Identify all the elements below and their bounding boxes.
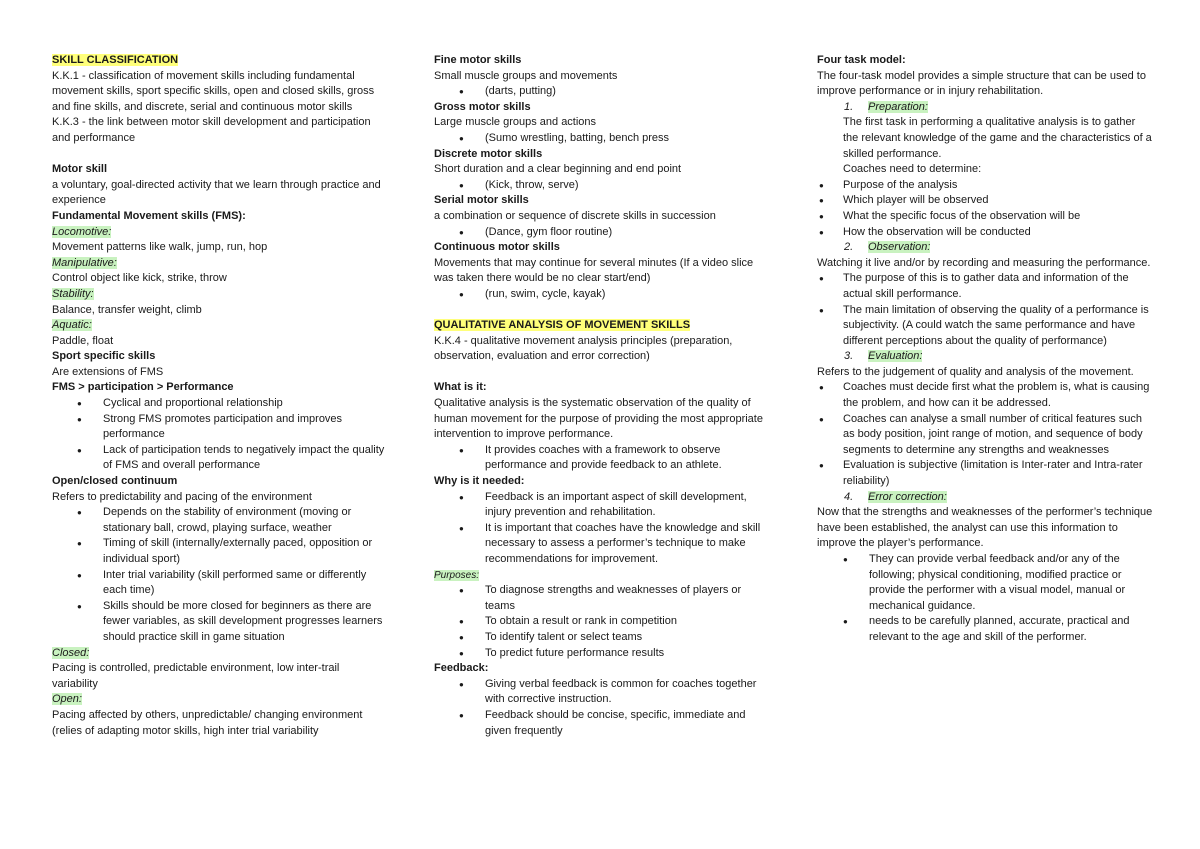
list-item: ● Coaches can analyse a small number of critical features such as body position, joint range of motion, and sequence of body segments to determine any strengths and weaknesses bbox=[817, 412, 1153, 459]
list-item: ● (Dance, gym floor routine) bbox=[434, 225, 774, 241]
list-item: ● How the observation will be conducted bbox=[817, 225, 1153, 241]
sport-specific-heading: Sport specific skills bbox=[52, 350, 156, 363]
list-item: ● Coaches must decide first what the problem is, what is causing the problem, and how can it be addressed. bbox=[817, 380, 1153, 411]
fine-motor-text: Small muscle groups and movements bbox=[434, 69, 618, 82]
step-observation: 2. Observation: bbox=[844, 241, 931, 254]
list-item: ● Skills should be more closed for beginners as there are fewer variables, as skill development progresses learners should practice skill in game situation bbox=[52, 599, 388, 646]
open-closed-heading: Open/closed continuum bbox=[52, 475, 178, 488]
feedback-heading: Feedback: bbox=[434, 662, 489, 675]
continuous-motor-heading: Continuous motor skills bbox=[434, 241, 560, 254]
list-item: ● (Kick, throw, serve) bbox=[434, 178, 774, 194]
preparation-text: The first task in performing a qualitative analysis is to gather the relevant knowledge of the game and the characteristics of a skilled performance. bbox=[843, 116, 1152, 160]
open-label: Open: bbox=[52, 693, 82, 706]
gross-motor-heading: Gross motor skills bbox=[434, 100, 531, 113]
purposes-label: Purposes: bbox=[434, 569, 480, 581]
evaluation-text: Refers to the judgement of quality and analysis of the movement. bbox=[817, 365, 1134, 378]
kk3-text: K.K.3 - the link between motor skill development and participation and performance bbox=[52, 116, 371, 144]
list-item: ● The purpose of this is to gather data and information of the actual skill performance. bbox=[817, 271, 1153, 302]
fms-chain-heading: FMS > participation > Performance bbox=[52, 381, 234, 394]
list-item: ● It is important that coaches have the knowledge and skill necessary to assess a performer’s technique to make recommendations for improvement. bbox=[434, 521, 774, 568]
list-item: ● Strong FMS promotes participation and improves performance bbox=[52, 412, 388, 443]
closed-text: Pacing is controlled, predictable environment, low inter-trail variability bbox=[52, 662, 340, 690]
serial-motor-heading: Serial motor skills bbox=[434, 194, 529, 207]
discrete-motor-heading: Discrete motor skills bbox=[434, 147, 543, 160]
list-item: ● Purpose of the analysis bbox=[817, 178, 1153, 194]
list-item: ● Lack of participation tends to negatively impact the quality of FMS and overall performance bbox=[52, 443, 388, 474]
step-evaluation: 3. Evaluation: bbox=[844, 350, 923, 363]
discrete-motor-text: Short duration and a clear beginning and end point bbox=[434, 163, 682, 176]
preparation-label: Preparation: bbox=[868, 100, 928, 113]
list-item: ● Giving verbal feedback is common for coaches together with corrective instruction. bbox=[434, 677, 774, 708]
four-task-model-heading: Four task model: bbox=[817, 54, 906, 66]
list-item: ● It provides coaches with a framework to observe performance and provide feedback to an athlete. bbox=[434, 443, 774, 474]
motor-skill-definition: a voluntary, goal-directed activity that we learn through practice and experience bbox=[52, 178, 381, 207]
error-correction-label: Error correction: bbox=[868, 490, 947, 503]
sport-specific-text: Are extensions of FMS bbox=[52, 365, 164, 378]
manipulative-text: Control object like kick, strike, throw bbox=[52, 272, 227, 285]
list-item: ● Feedback should be concise, specific, immediate and given frequently bbox=[434, 708, 774, 739]
list-item: ● Depends on the stability of environment (moving or stationary ball, crowd, playing surface, weather bbox=[52, 505, 388, 536]
fine-motor-heading: Fine motor skills bbox=[434, 54, 522, 66]
list-item: ● needs to be carefully planned, accurate, practical and relevant to the age and skill of the performer. bbox=[817, 614, 1153, 645]
step-preparation: 1. Preparation: bbox=[844, 100, 928, 113]
list-item: ● (darts, putting) bbox=[434, 84, 774, 100]
motor-skill-heading: Motor skill bbox=[52, 163, 108, 176]
column-motor-skills-analysis bbox=[434, 53, 774, 739]
what-is-it-text: Qualitative analysis is the systematic observation of the quality of human movement for the purpose of providing the most appropriate intervention to improve performance. bbox=[434, 397, 763, 441]
fms-heading: Fundamental Movement skills (FMS): bbox=[52, 209, 246, 222]
why-needed-heading: Why is it needed: bbox=[434, 475, 525, 488]
column-four-task-model bbox=[817, 53, 1153, 646]
list-item: ● Which player will be observed bbox=[817, 193, 1153, 209]
list-item: ● Inter trial variability (skill performed same or differently each time) bbox=[52, 568, 388, 599]
list-item: ● To diagnose strengths and weaknesses of players or teams bbox=[434, 583, 774, 614]
list-item: ● To identify talent or select teams bbox=[434, 630, 774, 646]
observation-label: Observation: bbox=[868, 241, 931, 254]
list-item: ● They can provide verbal feedback and/or any of the following; physical conditioning, modified practice or provide the performer with a visual model, manual or mechanical guidance. bbox=[817, 552, 1153, 614]
error-correction-text: Now that the strengths and weaknesses of the performer’s technique have been established, the analyst can use this information to improve the player’s performance. bbox=[817, 506, 1153, 550]
list-item: ● Cyclical and proportional relationship bbox=[52, 396, 388, 412]
list-item: ● (run, swim, cycle, kayak) bbox=[434, 287, 774, 303]
closed-label: Closed: bbox=[52, 646, 90, 659]
four-task-model-text: The four-task model provides a simple structure that can be used to improve performance or in injury rehabilitation. bbox=[817, 69, 1146, 98]
list-item: ● The main limitation of observing the quality of a performance is subjectivity. (A could watch the same performance and have different perceptions about the quality of performance) bbox=[817, 303, 1153, 350]
observation-text: Watching it live and/or by recording and measuring the performance. bbox=[817, 256, 1151, 269]
kk1-text: K.K.1 - classification of movement skills including fundamental movement skills, sport specific skills, open and closed skills, gross and fine skills, and discrete, serial and continuous motor skills bbox=[52, 69, 375, 113]
what-is-it-heading: What is it: bbox=[434, 381, 487, 394]
list-item: ● Evaluation is subjective (limitation is Inter-rater and Intra-rater reliability) bbox=[817, 458, 1153, 489]
preparation-subtext: Coaches need to determine: bbox=[843, 163, 982, 176]
step-error-correction: 4. Error correction: bbox=[844, 490, 947, 503]
section-title-skill-classification: SKILL CLASSIFICATION bbox=[52, 54, 179, 66]
section-title-qualitative-analysis: QUALITATIVE ANALYSIS OF MOVEMENT SKILLS bbox=[434, 319, 691, 332]
serial-motor-text: a combination or sequence of discrete skills in succession bbox=[434, 209, 716, 222]
stability-text: Balance, transfer weight, climb bbox=[52, 303, 202, 316]
stability-label: Stability: bbox=[52, 287, 94, 300]
kk4-text: K.K.4 - qualitative movement analysis principles (preparation, observation, evaluation and error correction) bbox=[434, 334, 733, 363]
column-skill-classification bbox=[52, 53, 388, 739]
list-item: ● To obtain a result or rank in competition bbox=[434, 614, 774, 630]
list-item: ● Feedback is an important aspect of skill development, injury prevention and rehabilitation. bbox=[434, 490, 774, 521]
list-item: ● What the specific focus of the observation will be bbox=[817, 209, 1153, 225]
list-item: ● Timing of skill (internally/externally paced, opposition or individual sport) bbox=[52, 536, 388, 567]
open-text: Pacing affected by others, unpredictable/ changing environment (relies of adapting motor skills, high inter trial variability bbox=[52, 708, 363, 737]
locomotive-label: Locomotive: bbox=[52, 225, 112, 238]
locomotive-text: Movement patterns like walk, jump, run, hop bbox=[52, 241, 268, 254]
list-item: ● (Sumo wrestling, batting, bench press bbox=[434, 131, 774, 147]
list-item: ● To predict future performance results bbox=[434, 646, 774, 662]
open-closed-text: Refers to predictability and pacing of the environment bbox=[52, 490, 312, 503]
gross-motor-text: Large muscle groups and actions bbox=[434, 116, 597, 129]
manipulative-label: Manipulative: bbox=[52, 256, 117, 269]
evaluation-label: Evaluation: bbox=[868, 350, 923, 363]
aquatic-text: Paddle, float bbox=[52, 334, 114, 347]
aquatic-label: Aquatic: bbox=[52, 319, 92, 332]
continuous-motor-text: Movements that may continue for several minutes (If a video slice was taken there would be no clear start/end) bbox=[434, 256, 754, 285]
